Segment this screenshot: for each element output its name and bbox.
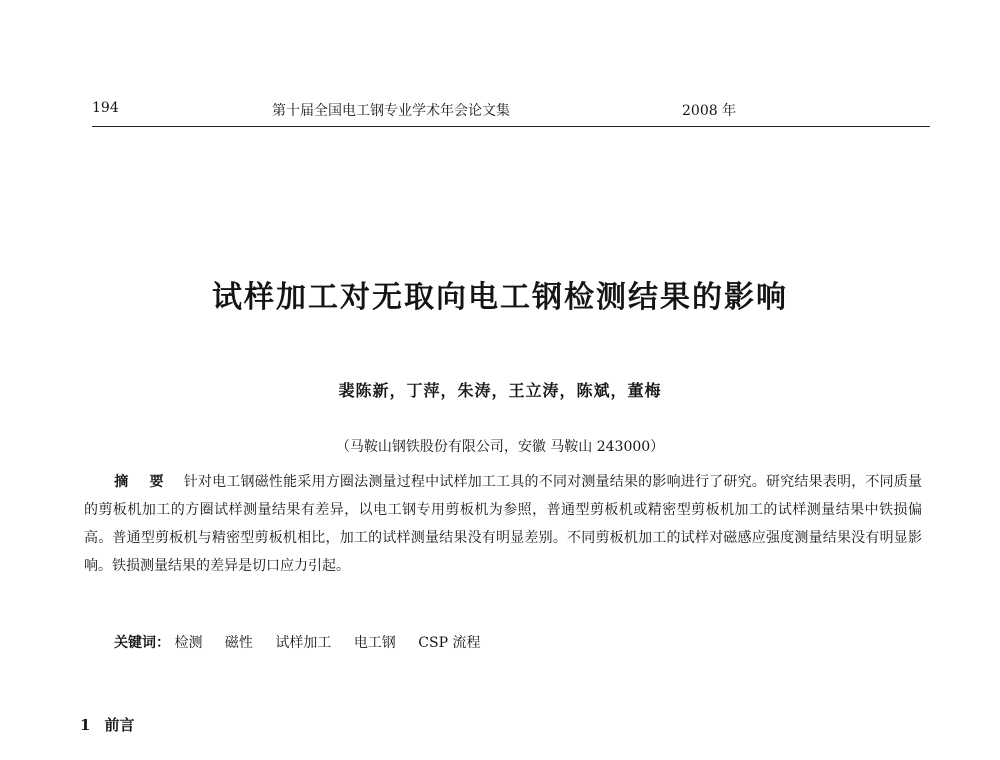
section-title: 前言 (104, 716, 135, 734)
cut-off-text-line (110, 748, 930, 760)
section-heading (80, 714, 134, 735)
keywords (114, 632, 498, 652)
abstract-text: 针对电工钢磁性能采用方圈法测量过程中试样加工工具的不同对测量结果的影响进行了研究。研究结果表明，不同质量的剪板机加工的方圈试样测量结果有差异，以电工钢专用剪板机为参照，普通型剪板机或精密型剪板机加工的试样测量结果中铁损偏高。普通型剪板机与精密型剪板机相比，加工的试样测量结果没有明显差别。不同剪板机加工的试样对磁感应强度测量结果没有明显影响。铁损测量结果的差异是切口应力引起。 (84, 474, 923, 574)
abstract-label: 摘 要 (114, 474, 172, 490)
abstract (84, 468, 922, 580)
keyword-item: CSP 流程 (418, 635, 481, 651)
keyword-item: 检测 (174, 635, 203, 651)
keyword-item: 磁性 (224, 635, 253, 651)
paper-title: 试样加工对无取向电工钢检测结果的影响 (212, 280, 788, 315)
keywords-label: 关键词： (114, 635, 170, 651)
author-list: 裴陈新，丁萍，朱涛，王立涛，陈斌，董梅 (338, 381, 662, 400)
section-number: 1 (80, 716, 91, 734)
page-number: 194 (92, 100, 119, 116)
keyword-item: 电工钢 (353, 635, 396, 651)
journal-name: 第十届全国电工钢专业学术年会论文集 (272, 103, 510, 119)
running-header (92, 96, 930, 127)
keyword-item: 试样加工 (275, 635, 332, 651)
publication-year: 2008 年 (682, 103, 737, 119)
affiliation: （马鞍山钢铁股份有限公司，安徽 马鞍山 243000） (335, 439, 665, 455)
